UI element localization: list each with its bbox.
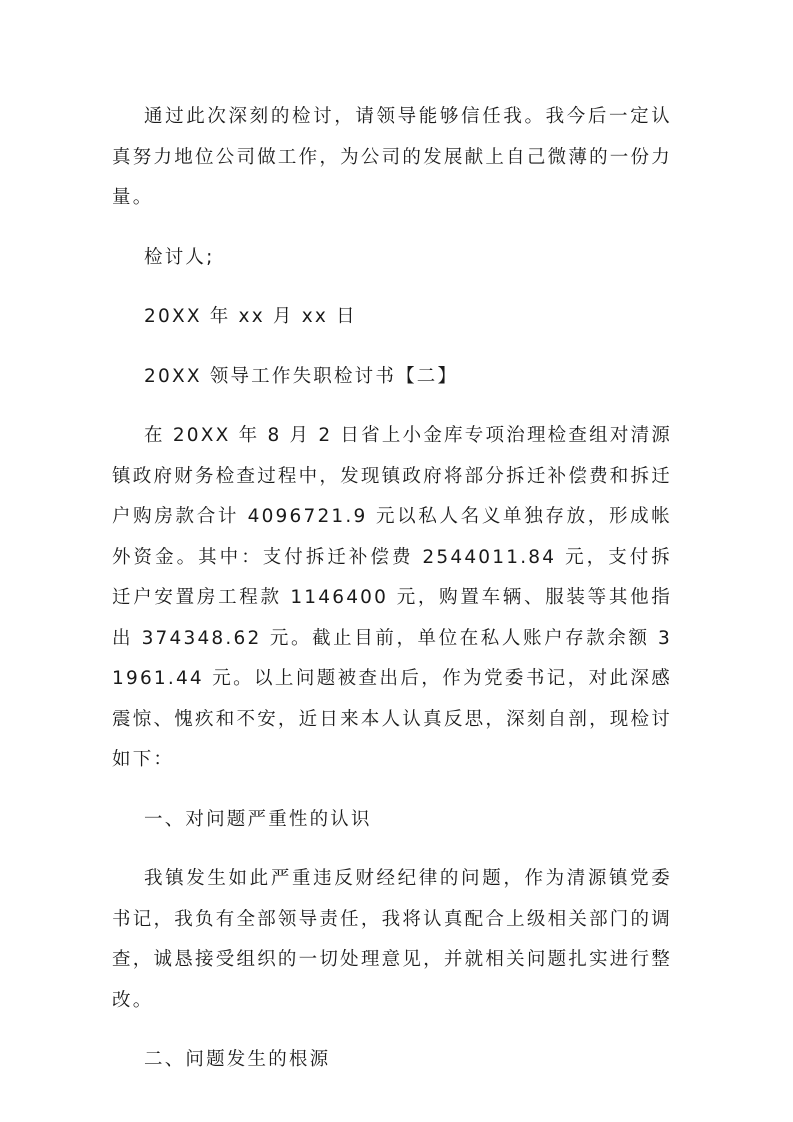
signature-date: 20XX 年 xx 月 xx 日: [144, 306, 357, 327]
heading-root-cause: 二、问题发生的根源: [144, 1049, 331, 1070]
paragraph-incident: 在 20XX 年 8 月 2 日省上小金库专项治理检查组对清源镇政府财务检查过程中，发现镇政府将部分拆迁补偿费和拆迁户购房款合计 4096721.9 元以私人名义单独存放，形成帐外资金。其中：支付拆迁补偿费 2544011.84 元，支付拆迁户安置房工程款 1146400 元，购置车辆、服装等其他指出 374348.62 元。截止目前，单位在私人账户存款余额 31961.44 元。以上问题被查出后，作为党委书记，对此深感震惊、愧疚和不安，近日来本人认真反思，深刻自剖，现检讨如下：: [112, 425, 672, 770]
signature-label: 检讨人;: [144, 246, 215, 268]
paragraph-responsibility: 我镇发生如此严重违反财经纪律的问题，作为清源镇党委书记，我负有全部领导责任，我将认真配合上级相关部门的调查，诚恳接受组织的一切处理意见，并就相关问题扎实进行整改。: [112, 868, 672, 1011]
paragraph-closing: 通过此次深刻的检讨，请领导能够信任我。我今后一定认真努力地位公司做工作，为公司的发展献上自己微薄的一份力量。: [112, 106, 672, 208]
heading-awareness: 一、对问题严重性的认识: [144, 808, 372, 830]
document-body: [112, 97, 672, 1081]
section-title: 20XX 领导工作失职检讨书【二】: [144, 365, 459, 387]
